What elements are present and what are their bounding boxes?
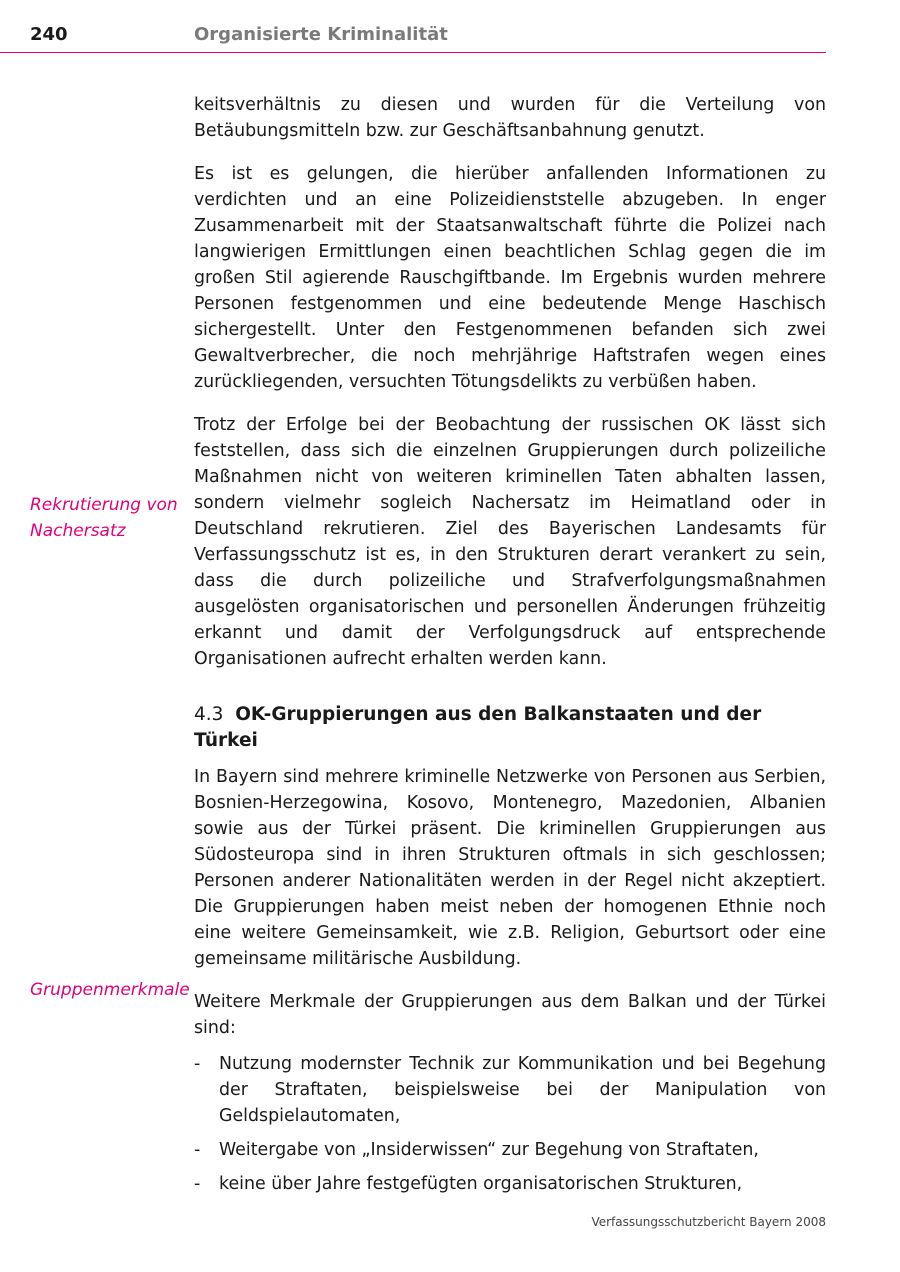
list-item: - keine über Jahre festgefügten organisatorischen Strukturen, [194, 1171, 826, 1197]
paragraph-2: Es ist es gelungen, die hierüber anfallenden Informationen zu verdichten und an eine Polizeidienststelle abzugeben. In enger Zusammenarbeit mit der Staatsanwaltschaft führte die Polizei nach langwierigen Ermittlungen einen beachtlichen Schlag gegen die im großen Stil agierende Rauschgiftbande. Im Ergebnis wurden mehrere Personen festgenommen und eine bedeutende Menge Haschisch sichergestellt. Unter den Festgenommenen befanden sich zwei Gewaltverbrecher, die noch mehrjährige Haftstrafen wegen eines zurückliegenden, versuchten Tötungsdelikts zu verbüßen haben. [194, 164, 826, 392]
paragraph-3: Trotz der Erfolge bei der Beobachtung der russischen OK lässt sich feststellen, dass sich die einzelnen Gruppierungen durch polizeiliche Maßnahmen nicht von weiteren kriminellen Taten abhalten lassen, sondern vielmehr sogleich Nachersatz im Heimatland oder in Deutschland rekrutieren. Ziel des Bayerischen Landesamts für Verfassungsschutz ist es, in den Strukturen derart verankert zu sein, dass die durch polizeiliche und Strafverfolgungsmaßnahmen ausgelösten organisatorischen und personellen Änderungen frühzeitig erkannt und damit der Verfolgungsdruck auf entsprechende Organisationen aufrecht erhalten werden kann. [194, 415, 826, 669]
margin-note-recruitment: Rekrutierung von Nachersatz [30, 495, 178, 541]
paragraph-5: Weitere Merkmale der Gruppierungen aus dem Balkan und der Türkei sind: [194, 992, 826, 1038]
section-heading [194, 702, 826, 754]
running-title: Organisierte Kriminalität [194, 24, 448, 45]
body-text [194, 92, 826, 1205]
feature-list [194, 1051, 826, 1197]
section-title: OK-Gruppierungen aus den Balkanstaaten und der Türkei [194, 704, 762, 751]
page-footer: Verfassungsschutzbericht Bayern 2008 [591, 1215, 826, 1229]
section-number: 4.3 [194, 704, 224, 725]
margin-note-group-features: Gruppenmerkmale [30, 980, 190, 1000]
page-number: 240 [30, 24, 68, 45]
list-item: - Weitergabe von „Insiderwissen“ zur Begehung von Straftaten, [194, 1137, 826, 1163]
paragraph-1: keitsverhältnis zu diesen und wurden für die Verteilung von Betäubungsmitteln bzw. zur Geschäftsanbahnung genutzt. [194, 95, 826, 141]
list-item: - Nutzung modernster Technik zur Kommunikation und bei Begehung der Straftaten, beispielsweise bei der Manipulation von Geldspielautomaten, [194, 1051, 826, 1129]
page-header [0, 0, 826, 53]
paragraph-4: In Bayern sind mehrere kriminelle Netzwerke von Personen aus Serbien, Bosnien-Herzegowina, Kosovo, Montenegro, Mazedonien, Albanien sowie aus der Türkei präsent. Die kriminellen Gruppierungen aus Südosteuropa sind in ihren Strukturen oftmals in sich geschlossen; Personen anderer Nationalitäten werden in der Regel nicht akzeptiert. Die Gruppierungen haben meist neben der homogenen Ethnie noch eine weitere Gemeinsamkeit, wie z.B. Religion, Geburtsort oder eine gemeinsame militärische Ausbildung. [194, 767, 826, 969]
